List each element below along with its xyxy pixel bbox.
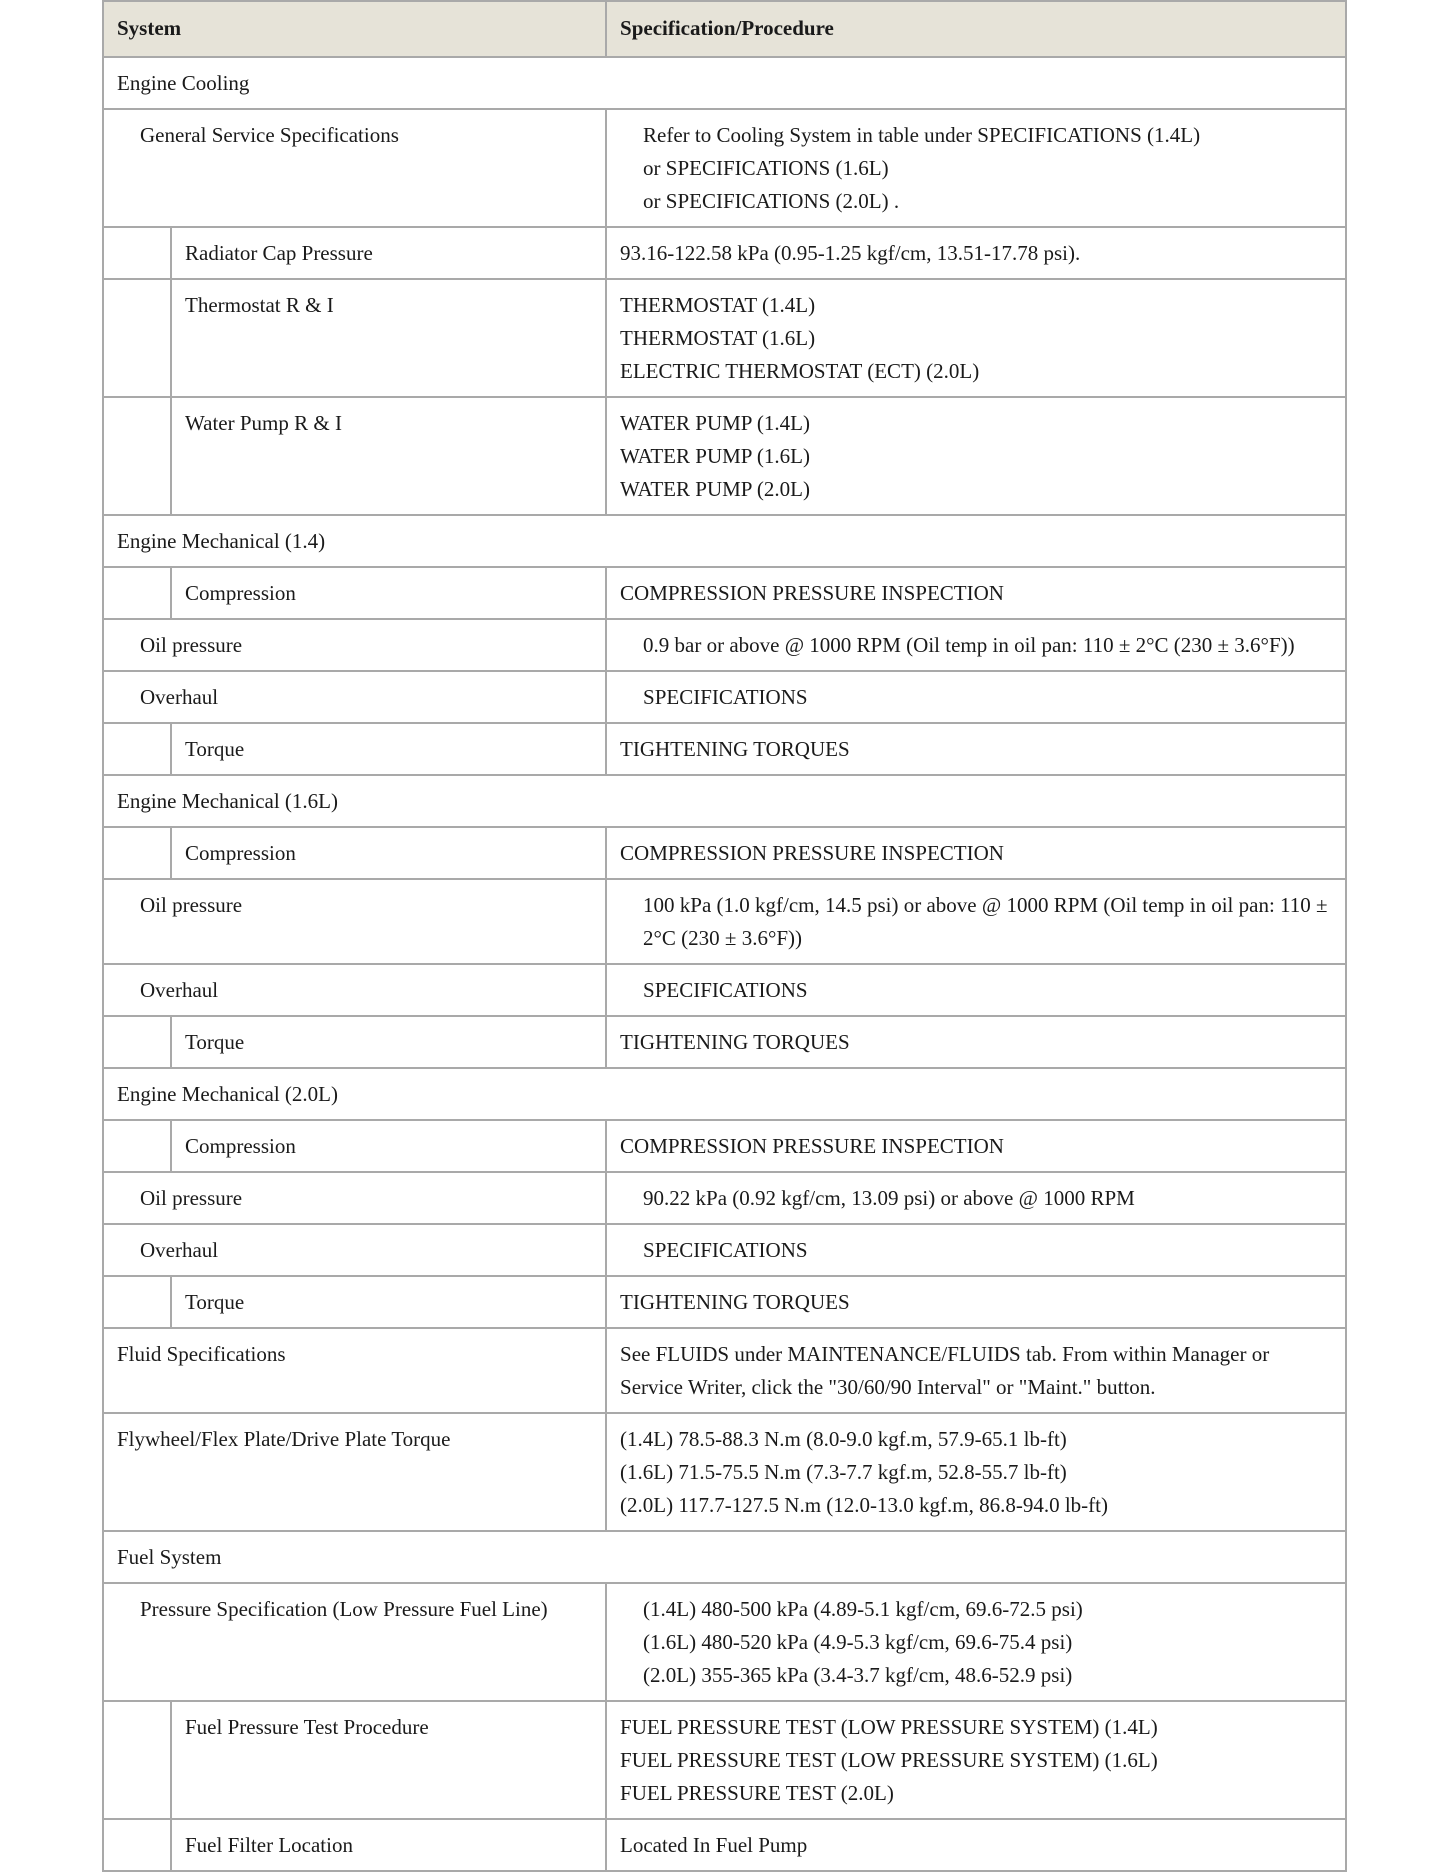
specification-cell <box>606 567 1346 619</box>
system-cell: Thermostat R & I <box>171 279 606 397</box>
specification-line: THERMOSTAT (1.6L) <box>620 326 816 350</box>
system-cell: Fuel Filter Location <box>171 1819 606 1871</box>
table-row <box>103 1701 1346 1819</box>
specification-line: (1.6L) 480-520 kPa (4.9-5.3 kgf/cm, 69.6-75.4 psi) <box>643 1630 1073 1654</box>
specification-line: or SPECIFICATIONS (1.6L) <box>643 156 889 180</box>
table-row <box>103 723 1346 775</box>
section-title: Fuel System <box>103 1531 1346 1583</box>
system-cell: Oil pressure <box>103 1172 606 1224</box>
system-cell: Water Pump R & I <box>171 397 606 515</box>
specification-line: (2.0L) 117.7-127.5 N.m (12.0-13.0 kgf.m, 86.8-94.0 lb-ft) <box>620 1493 1108 1517</box>
specification-cell <box>606 671 1346 723</box>
header-system: System <box>103 1 606 57</box>
specification-cell <box>606 397 1346 515</box>
table-row <box>103 1583 1346 1701</box>
system-cell: Compression <box>171 827 606 879</box>
section-row <box>103 775 1346 827</box>
system-cell: Flywheel/Flex Plate/Drive Plate Torque <box>103 1413 606 1531</box>
specification-line: TIGHTENING TORQUES <box>620 1290 850 1314</box>
indent-spacer <box>103 1819 171 1871</box>
specification-line: or SPECIFICATIONS (2.0L) . <box>643 189 900 213</box>
section-row <box>103 1068 1346 1120</box>
indent-spacer <box>103 1276 171 1328</box>
specification-line: ELECTRIC THERMOSTAT (ECT) (2.0L) <box>620 359 980 383</box>
indent-spacer <box>103 397 171 515</box>
specification-cell <box>606 827 1346 879</box>
section-row <box>103 515 1346 567</box>
specification-line: 100 kPa (1.0 kgf/cm, 14.5 psi) or above @ 1000 RPM (Oil temp in oil pan: 110 ± 2°C (230 ± 3.6°F)) <box>643 893 1328 950</box>
specification-line: SPECIFICATIONS <box>643 978 808 1002</box>
system-cell: Fluid Specifications <box>103 1328 606 1413</box>
table-row <box>103 109 1346 227</box>
indent-spacer <box>103 1701 171 1819</box>
specification-line: COMPRESSION PRESSURE INSPECTION <box>620 581 1004 605</box>
specification-line: SPECIFICATIONS <box>643 685 808 709</box>
specification-cell <box>606 1583 1346 1701</box>
section-title: Engine Mechanical (1.4) <box>103 515 1346 567</box>
specifications-table <box>102 0 1347 1872</box>
specification-line: (1.6L) 71.5-75.5 N.m (7.3-7.7 kgf.m, 52.8-55.7 lb-ft) <box>620 1460 1067 1484</box>
specification-cell <box>606 964 1346 1016</box>
system-cell: Compression <box>171 567 606 619</box>
table-row <box>103 619 1346 671</box>
table-row <box>103 1172 1346 1224</box>
table-row <box>103 1328 1346 1413</box>
specification-line: Located In Fuel Pump <box>620 1833 808 1857</box>
specification-line: (2.0L) 355-365 kPa (3.4-3.7 kgf/cm, 48.6-52.9 psi) <box>643 1663 1073 1687</box>
table-header-row <box>103 1 1346 57</box>
indent-spacer <box>103 723 171 775</box>
specification-cell <box>606 227 1346 279</box>
specification-line: TIGHTENING TORQUES <box>620 737 850 761</box>
indent-spacer <box>103 827 171 879</box>
section-row <box>103 1531 1346 1583</box>
system-cell: Oil pressure <box>103 879 606 964</box>
table-body <box>103 57 1346 1871</box>
table-row <box>103 1276 1346 1328</box>
indent-spacer <box>103 1120 171 1172</box>
specification-line: COMPRESSION PRESSURE INSPECTION <box>620 1134 1004 1158</box>
specification-line: FUEL PRESSURE TEST (LOW PRESSURE SYSTEM) (1.4L) <box>620 1715 1158 1739</box>
specification-cell <box>606 1328 1346 1413</box>
specification-cell <box>606 1016 1346 1068</box>
specification-cell <box>606 1120 1346 1172</box>
specification-line: WATER PUMP (2.0L) <box>620 477 810 501</box>
specification-line: (1.4L) 480-500 kPa (4.89-5.1 kgf/cm, 69.6-72.5 psi) <box>643 1597 1083 1621</box>
system-cell: Fuel Pressure Test Procedure <box>171 1701 606 1819</box>
section-title: Engine Cooling <box>103 57 1346 109</box>
specification-line: Refer to Cooling System in table under SPECIFICATIONS (1.4L) <box>643 123 1201 147</box>
specification-cell <box>606 1701 1346 1819</box>
indent-spacer <box>103 279 171 397</box>
system-cell: Oil pressure <box>103 619 606 671</box>
specification-line: WATER PUMP (1.4L) <box>620 411 810 435</box>
specification-cell <box>606 1819 1346 1871</box>
table-row <box>103 879 1346 964</box>
table-row <box>103 1819 1346 1871</box>
system-cell: Overhaul <box>103 1224 606 1276</box>
specification-line: THERMOSTAT (1.4L) <box>620 293 816 317</box>
system-cell: General Service Specifications <box>103 109 606 227</box>
system-cell: Overhaul <box>103 671 606 723</box>
specification-line: COMPRESSION PRESSURE INSPECTION <box>620 841 1004 865</box>
table-row <box>103 827 1346 879</box>
system-cell: Overhaul <box>103 964 606 1016</box>
table-row <box>103 964 1346 1016</box>
specification-cell <box>606 1172 1346 1224</box>
table-row <box>103 397 1346 515</box>
specification-line: 93.16-122.58 kPa (0.95-1.25 kgf/cm, 13.51-17.78 psi). <box>620 241 1081 265</box>
system-cell: Torque <box>171 723 606 775</box>
specification-line: FUEL PRESSURE TEST (LOW PRESSURE SYSTEM) (1.6L) <box>620 1748 1158 1772</box>
specification-cell <box>606 619 1346 671</box>
table-row <box>103 567 1346 619</box>
specification-line: SPECIFICATIONS <box>643 1238 808 1262</box>
table-row <box>103 279 1346 397</box>
system-cell: Torque <box>171 1276 606 1328</box>
specification-cell <box>606 879 1346 964</box>
specification-line: TIGHTENING TORQUES <box>620 1030 850 1054</box>
system-cell: Torque <box>171 1016 606 1068</box>
specification-line: 90.22 kPa (0.92 kgf/cm, 13.09 psi) or above @ 1000 RPM <box>643 1186 1135 1210</box>
section-row <box>103 57 1346 109</box>
indent-spacer <box>103 567 171 619</box>
section-title: Engine Mechanical (1.6L) <box>103 775 1346 827</box>
header-specification: Specification/Procedure <box>606 1 1346 57</box>
indent-spacer <box>103 227 171 279</box>
section-title: Engine Mechanical (2.0L) <box>103 1068 1346 1120</box>
specification-line: 0.9 bar or above @ 1000 RPM (Oil temp in oil pan: 110 ± 2°C (230 ± 3.6°F)) <box>643 633 1295 657</box>
table-row <box>103 671 1346 723</box>
specification-cell <box>606 1413 1346 1531</box>
table-row <box>103 1120 1346 1172</box>
system-cell: Pressure Specification (Low Pressure Fuel Line) <box>103 1583 606 1701</box>
table-row <box>103 227 1346 279</box>
specification-cell <box>606 723 1346 775</box>
indent-spacer <box>103 1016 171 1068</box>
system-cell: Compression <box>171 1120 606 1172</box>
system-cell: Radiator Cap Pressure <box>171 227 606 279</box>
table-row <box>103 1413 1346 1531</box>
table-row <box>103 1224 1346 1276</box>
specification-cell <box>606 1224 1346 1276</box>
specification-line: FUEL PRESSURE TEST (2.0L) <box>620 1781 894 1805</box>
specification-line: WATER PUMP (1.6L) <box>620 444 810 468</box>
table-row <box>103 1016 1346 1068</box>
specification-cell <box>606 1276 1346 1328</box>
specification-line: See FLUIDS under MAINTENANCE/FLUIDS tab. From within Manager or Service Writer, click the "30/60/90 Interval" or "Maint." button. <box>620 1342 1270 1399</box>
specification-line: (1.4L) 78.5-88.3 N.m (8.0-9.0 kgf.m, 57.9-65.1 lb-ft) <box>620 1427 1067 1451</box>
specification-cell <box>606 109 1346 227</box>
specification-cell <box>606 279 1346 397</box>
